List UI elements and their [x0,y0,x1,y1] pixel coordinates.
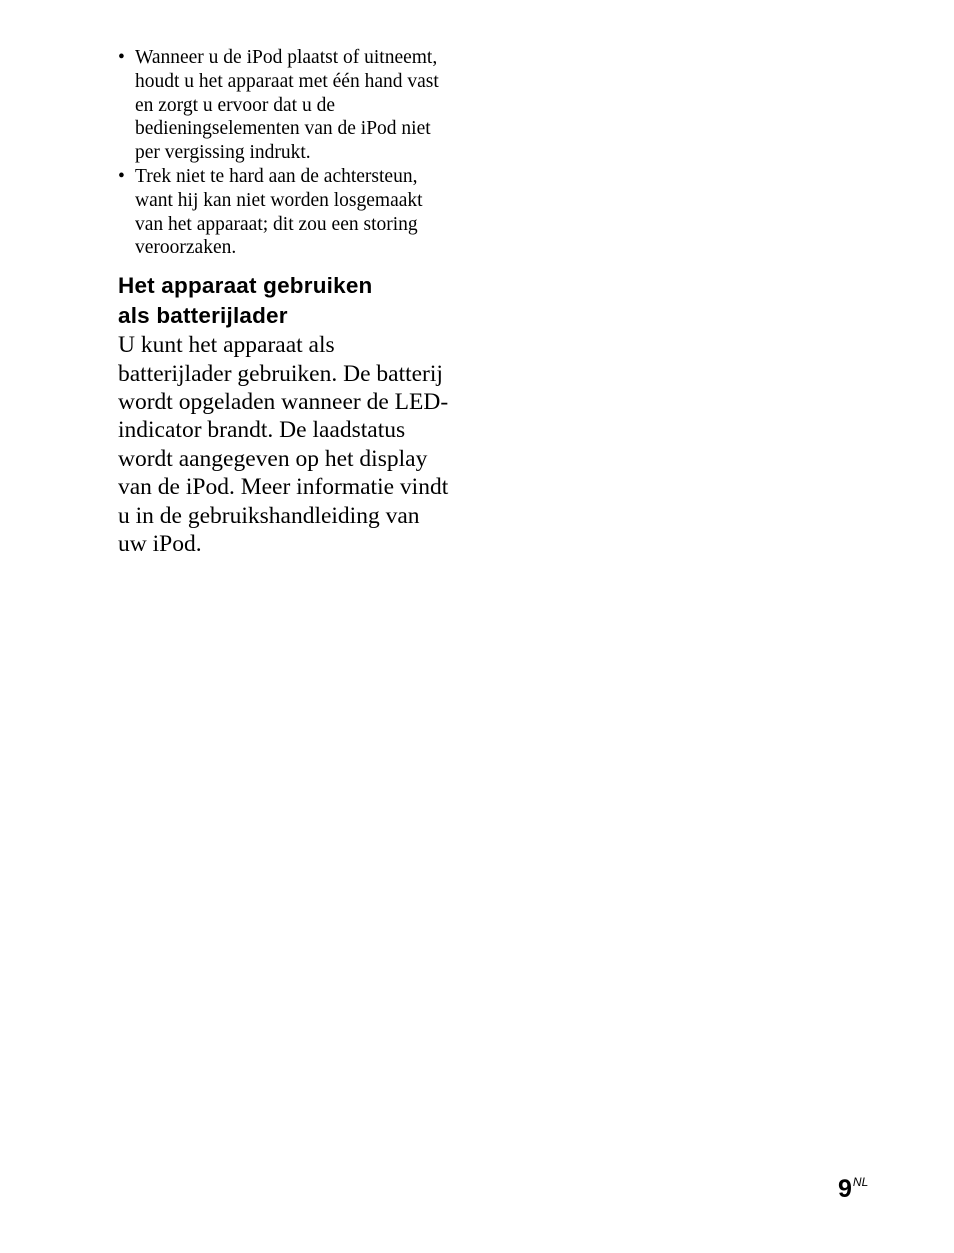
bullet-marker: • [118,47,125,68]
bullet-marker: • [118,165,125,187]
list-item [118,46,453,165]
language-code: NL [852,1175,869,1189]
list-item [118,165,453,260]
section-heading [118,271,453,331]
section-body: U kunt het apparaat als batterijlader gebruiken. De batterij wordt opgeladen wanneer de LED-indicator brandt. De laadstatus wordt aangegeven op het display van de iPod. Meer informatie vindt u in de gebruikshandleiding van uw iPod. [118,332,449,558]
section-heading-line: Het apparaat gebruiken [118,273,373,299]
page-number-value: 9 [838,1175,851,1203]
list-item-text: Trek niet te hard aan de achtersteun, want hij kan niet worden losgemaakt van het apparaat; dit zou een storing veroorzaken. [135,165,423,259]
precautions-list [118,46,453,260]
page-number [838,1175,868,1204]
main-column [118,46,453,558]
list-item-text: Wanneer u de iPod plaatst of uitneemt, houdt u het apparaat met één hand vast en zorgt u ervoor dat u de bedieningselementen van de iPod niet per vergissing indrukt. [135,47,439,164]
section-heading-line: als batterijlader [118,303,288,329]
